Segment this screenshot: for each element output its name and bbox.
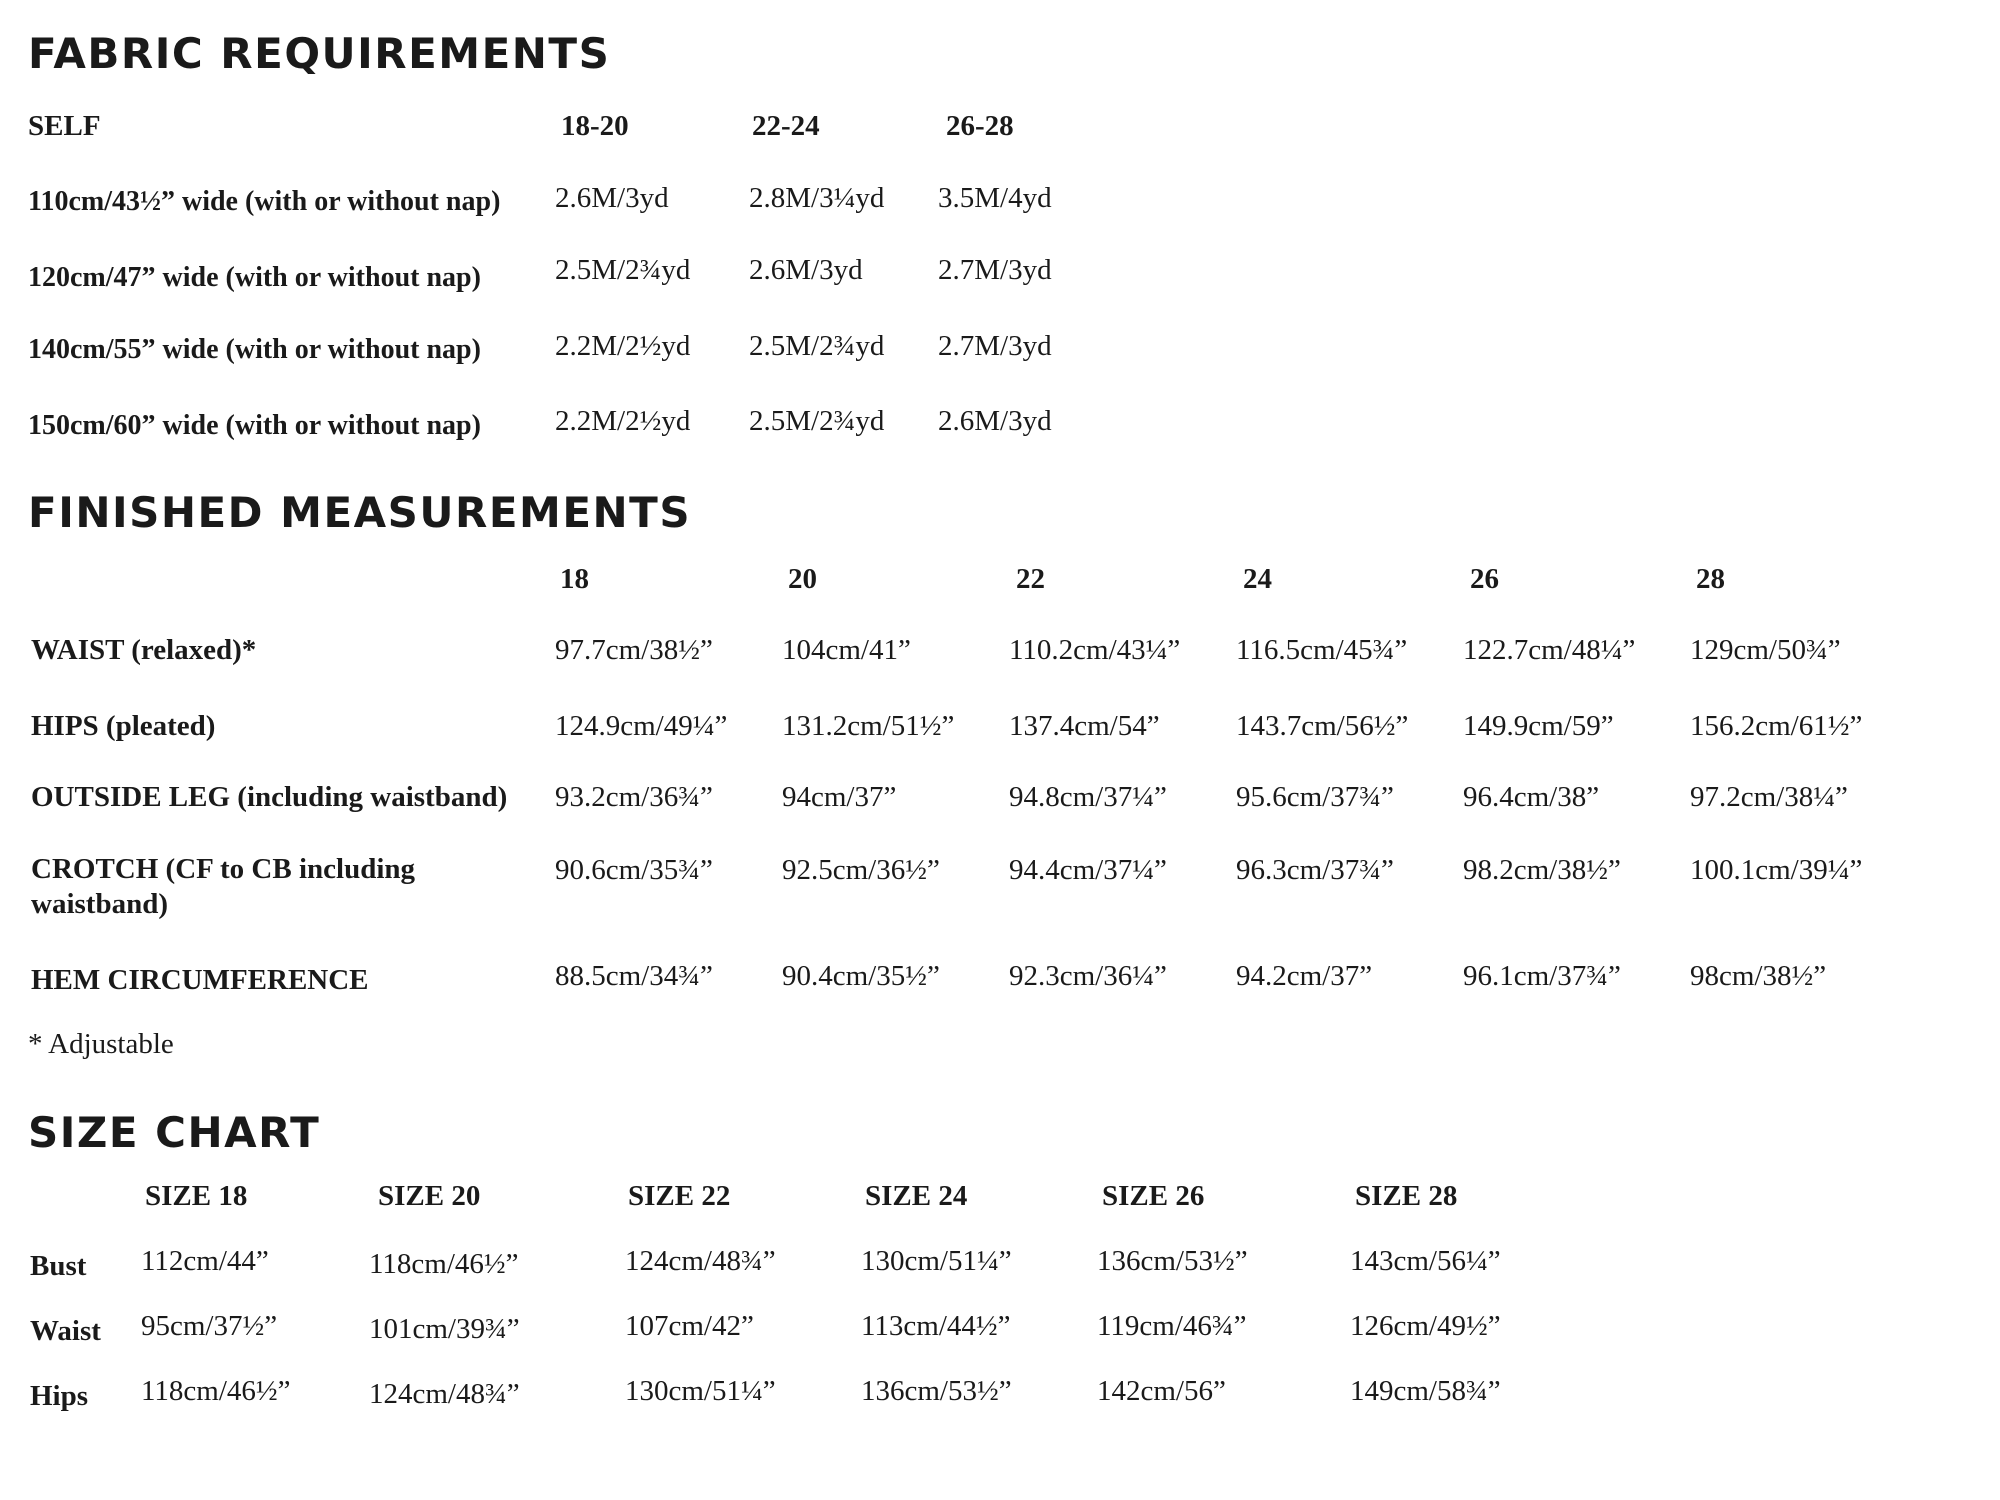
- fabric-value: 2.2M/2½yd: [555, 330, 691, 362]
- fabric-value: 2.2M/2½yd: [555, 405, 691, 437]
- measurement-size-header: 24: [1243, 563, 1272, 595]
- fabric-row-label: 150cm/60” wide (with or without nap): [28, 410, 481, 441]
- measurement-value: 90.6cm/35¾”: [555, 854, 713, 886]
- measurement-value: 96.1cm/37¾”: [1463, 960, 1621, 992]
- measurement-value: 90.4cm/35½”: [782, 960, 940, 992]
- measurement-value: 93.2cm/36¾”: [555, 781, 713, 813]
- measurement-row-label: OUTSIDE LEG (including waistband): [31, 781, 508, 813]
- size-chart-value: 130cm/51¼”: [625, 1375, 776, 1407]
- size-chart-value: 142cm/56”: [1097, 1375, 1226, 1407]
- measurement-row-label: CROTCH (CF to CB including waistband): [31, 853, 416, 920]
- fabric-size-group-header: 26-28: [946, 110, 1014, 142]
- fabric-value: 2.6M/3yd: [938, 405, 1052, 437]
- size-chart-value: 136cm/53½”: [1097, 1245, 1248, 1277]
- size-chart-value: 119cm/46¾”: [1097, 1310, 1247, 1342]
- measurement-value: 97.2cm/38¼”: [1690, 781, 1848, 813]
- fabric-size-group-header: 22-24: [752, 110, 820, 142]
- measurement-value: 143.7cm/56½”: [1236, 710, 1409, 742]
- measurement-value: 95.6cm/37¾”: [1236, 781, 1394, 813]
- measurement-value: 94.4cm/37¼”: [1009, 854, 1167, 886]
- measurement-row-label: WAIST (relaxed)*: [31, 634, 257, 666]
- size-chart-size-header: SIZE 18: [145, 1180, 248, 1212]
- size-chart-value: 130cm/51¼”: [861, 1245, 1012, 1277]
- measurement-value: 116.5cm/45¾”: [1236, 634, 1408, 666]
- measurement-value: 97.7cm/38½”: [555, 634, 713, 666]
- fabric-value: 2.7M/3yd: [938, 330, 1052, 362]
- measurement-value: 94cm/37”: [782, 781, 897, 813]
- measurement-value: 88.5cm/34¾”: [555, 960, 713, 992]
- size-chart-row-label: Bust: [30, 1250, 87, 1282]
- measurement-value: 100.1cm/39¼”: [1690, 854, 1863, 886]
- measurement-value: 96.4cm/38”: [1463, 781, 1600, 813]
- measurement-size-header: 28: [1696, 563, 1725, 595]
- measurement-value: 104cm/41”: [782, 634, 911, 666]
- measurement-value: 124.9cm/49¼”: [555, 710, 728, 742]
- measurement-value: 137.4cm/54”: [1009, 710, 1160, 742]
- measurement-value: 156.2cm/61½”: [1690, 710, 1863, 742]
- size-chart-value: 126cm/49½”: [1350, 1310, 1501, 1342]
- measurement-value: 122.7cm/48¼”: [1463, 634, 1636, 666]
- size-chart-heading: SIZE CHART: [28, 1108, 321, 1157]
- measurement-value: 94.2cm/37”: [1236, 960, 1373, 992]
- fabric-value: 2.6M/3yd: [555, 182, 669, 214]
- size-chart-size-header: SIZE 20: [378, 1180, 481, 1212]
- size-chart-value: 118cm/46½”: [369, 1248, 519, 1280]
- fabric-value: 2.7M/3yd: [938, 254, 1052, 286]
- size-chart-size-header: SIZE 24: [865, 1180, 968, 1212]
- measurement-value: 98.2cm/38½”: [1463, 854, 1621, 886]
- size-chart-value: 143cm/56¼”: [1350, 1245, 1501, 1277]
- size-chart-row-label: Hips: [30, 1380, 89, 1412]
- measurement-value: 94.8cm/37¼”: [1009, 781, 1167, 813]
- size-chart-size-header: SIZE 26: [1102, 1180, 1205, 1212]
- measurement-row-label: HIPS (pleated): [31, 710, 216, 742]
- size-chart-size-header: SIZE 28: [1355, 1180, 1458, 1212]
- finished-measurements-heading: FINISHED MEASUREMENTS: [28, 488, 692, 537]
- measurement-value: 92.3cm/36¼”: [1009, 960, 1167, 992]
- size-chart-value: 113cm/44½”: [861, 1310, 1011, 1342]
- fabric-value: 2.8M/3¼yd: [749, 182, 885, 214]
- fabric-corner-label: SELF: [28, 110, 101, 142]
- measurement-row-label: HEM CIRCUMFERENCE: [31, 964, 369, 996]
- fabric-value: 2.5M/2¾yd: [749, 330, 885, 362]
- size-chart-value: 95cm/37½”: [141, 1310, 278, 1342]
- measurement-value: 149.9cm/59”: [1463, 710, 1614, 742]
- fabric-row-label: 120cm/47” wide (with or without nap): [28, 262, 481, 293]
- fabric-row-label: 140cm/55” wide (with or without nap): [28, 334, 481, 365]
- size-chart-value: 101cm/39¾”: [369, 1313, 520, 1345]
- measurement-size-header: 20: [788, 563, 817, 595]
- measurement-size-header: 26: [1470, 563, 1499, 595]
- size-chart-row-label: Waist: [30, 1315, 101, 1347]
- measurement-size-header: 22: [1016, 563, 1045, 595]
- fabric-value: 2.5M/2¾yd: [749, 405, 885, 437]
- size-chart-value: 118cm/46½”: [141, 1375, 291, 1407]
- fabric-requirements-heading: FABRIC REQUIREMENTS: [28, 29, 611, 78]
- fabric-value: 2.6M/3yd: [749, 254, 863, 286]
- measurement-value: 110.2cm/43¼”: [1009, 634, 1181, 666]
- measurement-value: 96.3cm/37¾”: [1236, 854, 1394, 886]
- measurement-value: 92.5cm/36½”: [782, 854, 940, 886]
- measurement-value: 129cm/50¾”: [1690, 634, 1841, 666]
- size-chart-size-header: SIZE 22: [628, 1180, 731, 1212]
- size-chart-value: 136cm/53½”: [861, 1375, 1012, 1407]
- size-chart-value: 124cm/48¾”: [369, 1378, 520, 1410]
- fabric-value: 3.5M/4yd: [938, 182, 1052, 214]
- fabric-value: 2.5M/2¾yd: [555, 254, 691, 286]
- size-chart-value: 107cm/42”: [625, 1310, 754, 1342]
- measurement-size-header: 18: [560, 563, 589, 595]
- size-chart-value: 124cm/48¾”: [625, 1245, 776, 1277]
- size-chart-value: 112cm/44”: [141, 1245, 269, 1277]
- fabric-row-label: 110cm/43½” wide (with or without nap): [28, 186, 501, 217]
- adjustable-footnote: * Adjustable: [28, 1028, 174, 1060]
- measurement-value: 131.2cm/51½”: [782, 710, 955, 742]
- measurement-value: 98cm/38½”: [1690, 960, 1827, 992]
- size-chart-value: 149cm/58¾”: [1350, 1375, 1501, 1407]
- fabric-size-group-header: 18-20: [561, 110, 629, 142]
